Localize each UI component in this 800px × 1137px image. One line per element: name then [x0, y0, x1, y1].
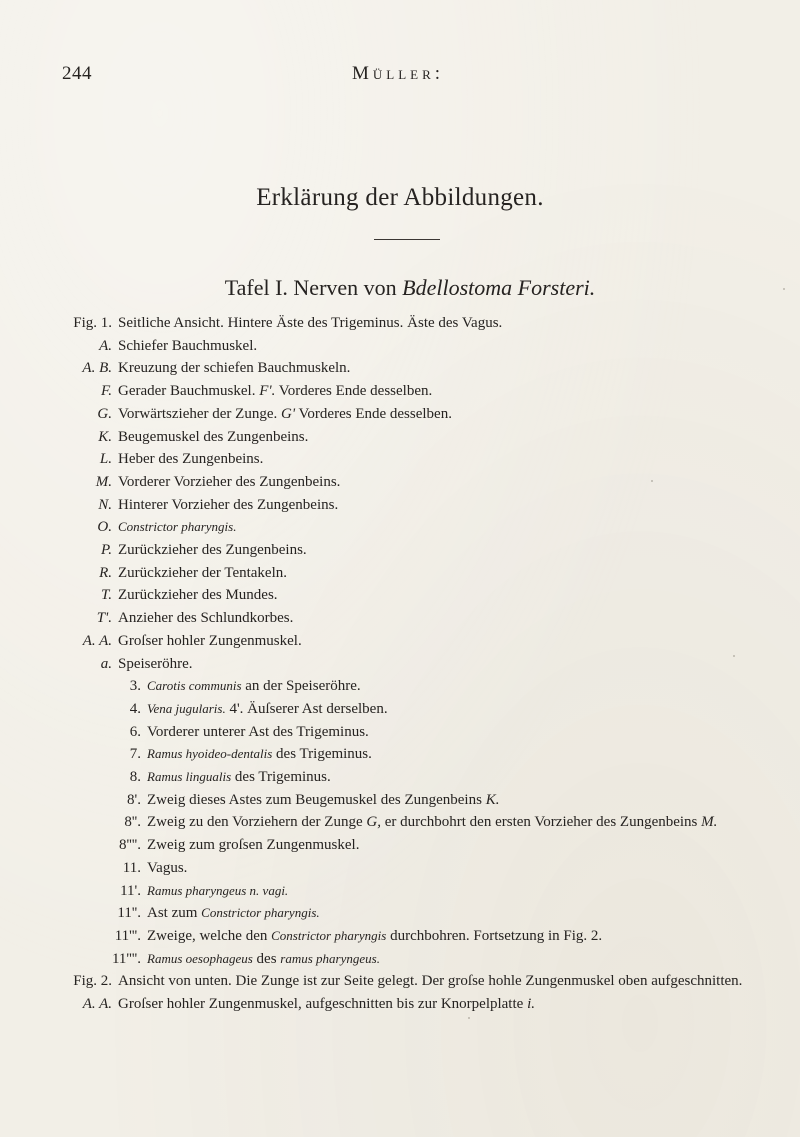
running-header — [62, 63, 738, 91]
legend-entry — [60, 426, 750, 449]
latin-term: K. — [485, 791, 500, 808]
legend-text-part: Vorderes Ende desselben. — [295, 405, 452, 422]
legend-entry — [60, 698, 750, 721]
legend-entry — [60, 584, 750, 607]
legend-text-part: Vorderer Vorzieher des Zungenbeins. — [118, 473, 341, 490]
latin-term: i. — [527, 996, 535, 1013]
latin-term: Constrictor pharyngis — [271, 927, 387, 943]
latin-term: G, — [366, 814, 381, 831]
legend-entry-label: A. — [99, 337, 112, 354]
latin-term: M. — [701, 814, 718, 831]
latin-term: ramus pharyngeus. — [280, 950, 380, 966]
legend-entry-label: a. — [100, 655, 112, 672]
legend-entry — [60, 471, 750, 494]
legend-entry-text — [118, 380, 750, 403]
legend-entry-text — [147, 766, 750, 789]
legend-entry-label: 11''. — [117, 905, 141, 922]
legend-text-part: Seitliche Ansicht. Hintere Äste des Trigeminus. Äste des Vagus. — [118, 315, 503, 331]
legend-text-part: Kreuzung der schiefen Bauchmuskeln. — [118, 360, 351, 377]
legend-text-part: des Trigeminus. — [231, 769, 331, 786]
legend-entry-label: 8''''. — [118, 837, 141, 854]
legend-text-part: Gerader Bauchmuskel. — [118, 383, 260, 400]
legend-entry-label: Fig. 2. — [73, 973, 112, 990]
legend-entry-label: R. — [99, 564, 112, 581]
legend-entry-text — [118, 607, 750, 630]
latin-term: Constrictor pharyngis. — [118, 519, 237, 535]
legend-entry — [60, 630, 750, 653]
legend-entry-label: A. B. — [82, 360, 112, 377]
legend-entry-label: 7. — [129, 746, 141, 763]
legend-entry-text — [118, 970, 750, 993]
legend-entry — [60, 857, 750, 880]
legend-text-part: Zurückzieher der Tentakeln. — [118, 564, 288, 581]
legend-entry — [60, 494, 750, 517]
legend-entry-label: 11'''. — [114, 927, 141, 944]
legend-entry-label: T. — [101, 587, 112, 604]
plate-heading-prefix: Tafel I. Nerven von — [224, 275, 403, 300]
legend-entry-text — [147, 834, 750, 857]
legend-entry — [60, 948, 750, 971]
legend-entry-text — [118, 516, 750, 539]
legend-entry-label: G. — [97, 405, 112, 422]
legend-entry-label: K. — [98, 428, 112, 445]
legend-entry-text — [118, 471, 750, 494]
legend-entry — [60, 675, 750, 698]
legend-text-part: Ast zum — [147, 905, 202, 922]
legend-text-part: Vorwärtszieher der Zunge. — [118, 405, 281, 422]
legend-entry — [60, 993, 750, 1016]
legend-entry — [60, 970, 750, 993]
legend-entry — [60, 539, 750, 562]
legend-entry-text — [147, 675, 750, 698]
legend-entry-text — [118, 494, 750, 517]
legend-entry-text — [147, 948, 750, 971]
legend-text-part: Zurückzieher des Mundes. — [118, 587, 278, 604]
legend-text-part: an der Speiseröhre. — [241, 678, 361, 695]
legend-entry — [60, 721, 750, 744]
section-title: Erklärung der Abbildungen. — [256, 184, 544, 211]
legend-entry-text — [147, 698, 750, 721]
legend-entry-text — [147, 789, 750, 812]
legend-entry-label: O. — [97, 519, 112, 536]
legend-text-part: Vagus. — [147, 859, 188, 876]
latin-term: Carotis communis — [147, 678, 242, 694]
legend-entry-text — [147, 721, 750, 744]
legend-entry-label: L. — [99, 451, 112, 468]
legend-entry-label: A. A. — [82, 632, 112, 649]
running-head: Müller: — [352, 63, 445, 84]
latin-term: Ramus oesophageus — [147, 950, 253, 966]
legend-entry-text — [118, 993, 750, 1016]
legend-entry — [60, 448, 750, 471]
latin-term: Ramus pharyngeus n. vagi. — [147, 882, 289, 898]
legend-text-part: Ansicht von unten. Die Zunge ist zur Seite gelegt. Der groſse hohle Zungenmuskel oben aufgeschnitten. — [118, 973, 743, 990]
legend-text-part: Speiseröhre. — [118, 655, 193, 672]
legend-entry-label: 3. — [129, 678, 141, 695]
legend-text-part: Anzieher des Schlundkorbes. — [118, 610, 294, 627]
legend-entry-text — [147, 880, 750, 903]
legend-entry — [60, 811, 750, 834]
legend-entry-text — [147, 902, 750, 925]
legend-text-part: Zweig dieses Astes zum Beugemuskel des Zungenbeins — [147, 791, 486, 808]
legend-text-part: er durchbohrt den ersten Vorzieher des Zungenbeins — [380, 814, 702, 831]
latin-term: Constrictor pharyngis. — [201, 905, 320, 921]
latin-term: Ramus hyoideo-dentalis — [147, 746, 273, 762]
legend-text-part: Groſser hohler Zungenmuskel. — [118, 632, 302, 649]
legend-entry-label: 11. — [122, 859, 141, 876]
legend-entry-label: M. — [95, 473, 112, 490]
legend-entry — [60, 766, 750, 789]
legend-entry-text — [118, 562, 750, 585]
legend-text-part: des — [252, 950, 281, 967]
figure-legend-list — [60, 312, 750, 1016]
legend-entry-text — [118, 357, 750, 380]
legend-text-part: durchbohren. Fortsetzung in Fig. 2. — [386, 927, 603, 944]
legend-entry-text — [118, 335, 750, 358]
legend-entry — [60, 880, 750, 903]
legend-entry — [60, 335, 750, 358]
legend-entry — [60, 902, 750, 925]
legend-entry-label: N. — [98, 496, 112, 513]
legend-entry — [60, 607, 750, 630]
legend-entry — [60, 743, 750, 766]
legend-entry-text — [118, 653, 750, 676]
legend-entry-text — [118, 312, 750, 335]
page-number: 244 — [62, 63, 92, 84]
legend-text-part: des Trigeminus. — [272, 746, 372, 763]
legend-entry-label: T'. — [96, 610, 112, 627]
latin-term: Vena jugularis. — [147, 700, 226, 716]
paper-speck — [783, 288, 785, 290]
legend-entry-label: P. — [101, 542, 112, 559]
legend-text-part: Vorderer unterer Ast des Trigeminus. — [147, 723, 369, 740]
legend-entry — [60, 516, 750, 539]
title-rule — [374, 239, 440, 240]
latin-term: F'. — [259, 383, 276, 400]
legend-text-part: Zweig zu den Vorziehern der Zunge — [147, 814, 367, 831]
legend-entry-label: 8. — [129, 769, 141, 786]
legend-entry-label: 11'. — [120, 882, 141, 899]
legend-entry-text — [118, 584, 750, 607]
legend-entry-label: 4. — [129, 700, 141, 717]
plate-heading-species: Bdellostoma Forsteri. — [402, 275, 596, 300]
legend-text-part: Zweig zum groſsen Zungenmuskel. — [147, 837, 360, 854]
legend-entry-text — [118, 539, 750, 562]
legend-entry-label: 11''''. — [111, 950, 141, 967]
latin-term: G' — [281, 405, 296, 422]
legend-entry-text — [147, 811, 750, 834]
legend-entry-label: Fig. 1. — [73, 315, 112, 331]
legend-entry — [60, 925, 750, 948]
legend-entry — [60, 653, 750, 676]
legend-entry — [60, 357, 750, 380]
legend-entry — [60, 312, 750, 335]
legend-entry — [60, 834, 750, 857]
legend-entry-label: 6. — [129, 723, 141, 740]
legend-entry-text — [118, 448, 750, 471]
legend-text-part: Zurückzieher des Zungenbeins. — [118, 542, 307, 559]
legend-entry-text — [147, 925, 750, 948]
legend-entry-text — [147, 743, 750, 766]
paper-speck — [733, 655, 735, 657]
legend-text-part: Beugemuskel des Zungenbeins. — [118, 428, 309, 445]
legend-text-part: Vorderes Ende desselben. — [275, 383, 433, 400]
legend-entry-label: F. — [101, 383, 112, 400]
legend-entry-text — [118, 426, 750, 449]
legend-entry — [60, 380, 750, 403]
legend-entry — [60, 789, 750, 812]
legend-text-part: Heber des Zungenbeins. — [118, 451, 264, 468]
legend-entry-text — [147, 857, 750, 880]
legend-entry-text — [118, 630, 750, 653]
legend-text-part: Schiefer Bauchmuskel. — [118, 337, 258, 354]
legend-text-part: 4'. Äuſserer Ast derselben. — [225, 700, 388, 717]
legend-entry-text — [118, 403, 750, 426]
plate-heading — [0, 275, 800, 301]
legend-entry-label: 8'. — [127, 791, 141, 808]
latin-term: Ramus lingualis — [147, 769, 232, 785]
paper-speck — [651, 480, 653, 482]
legend-entry-label: A. A. — [82, 996, 112, 1013]
legend-entry — [60, 562, 750, 585]
legend-text-part: Groſser hohler Zungenmuskel, aufgeschnitten bis zur Knorpelplatte — [118, 996, 528, 1013]
legend-text-part: Zweige, welche den — [147, 927, 272, 944]
legend-entry — [60, 403, 750, 426]
legend-entry-label: 8''. — [124, 814, 141, 831]
legend-text-part: Hinterer Vorzieher des Zungenbeins. — [118, 496, 339, 513]
paper-speck — [468, 1017, 470, 1019]
